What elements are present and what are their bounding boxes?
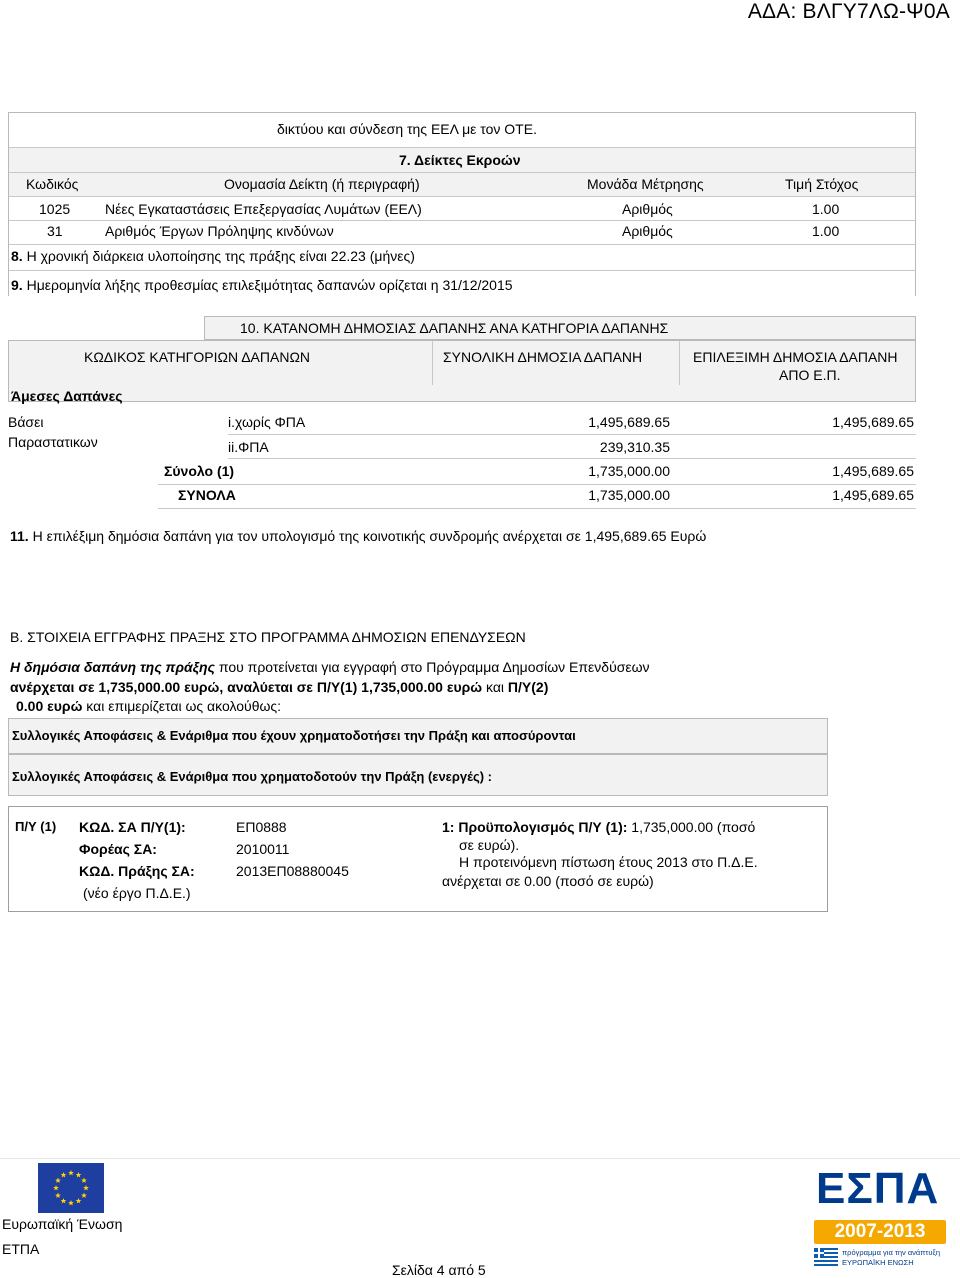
header-name: Ονομασία Δείκτη (ή περιγραφή) <box>224 176 420 192</box>
table-row <box>228 436 916 459</box>
basis-cell <box>8 406 228 454</box>
table-row <box>158 484 916 509</box>
header-unit: Μονάδα Μέτρησης <box>587 176 704 192</box>
section-b-para-3: 0.00 ευρώ και επιμερίζεται ως ακολούθως: <box>16 698 282 714</box>
header-code: Κωδικός <box>26 176 79 192</box>
col-eligible-header: ΕΠΙΛΕΞΙΜΗ ΔΗΜΟΣΙΑ ΔΑΠΑΝΗ <box>693 349 898 365</box>
kod-label: ΚΩΔ. ΣΑ Π/Υ(1): <box>79 819 186 835</box>
espa-logo <box>812 1160 948 1272</box>
duration-row <box>9 245 915 271</box>
r2-label: ii.ΦΠΑ <box>228 439 269 455</box>
table-row <box>9 221 915 245</box>
indicators-title-row <box>9 147 915 173</box>
deadline-row <box>9 271 915 297</box>
table-row <box>158 460 916 485</box>
greek-flag-icon <box>814 1248 838 1266</box>
active-decisions-label: Συλλογικές Αποφάσεις & Ενάριθμα που χρηματοδοτούν την Πράξη (ενεργές) : <box>12 769 493 784</box>
header-target: Τιμή Στόχος <box>785 176 859 192</box>
indicators-table <box>8 112 916 296</box>
active-decisions-box <box>8 754 828 796</box>
footer-divider <box>0 1158 960 1159</box>
basis-line-1: Βάσει <box>8 414 44 430</box>
r2-total: 239,310.35 <box>599 439 670 455</box>
divider <box>432 341 433 385</box>
praxi-value: 2013ΕΠ08880045 <box>236 863 349 879</box>
row-unit: Αριθμός <box>622 223 673 239</box>
allocation-title: 10. ΚΑΤΑΝΟΜΗ ΔΗΜΟΣΙΑΣ ΔΑΠΑΝΗΣ ΑΝΑ ΚΑΤΗΓΟΡΙΑ ΔΑΠΑΝΗΣ <box>240 320 669 336</box>
row-name: Αριθμός Έργων Πρόληψης κινδύνων <box>105 223 334 239</box>
row-code: 1025 <box>39 201 71 217</box>
divider <box>679 341 680 385</box>
kod-value: ΕΠ0888 <box>236 819 287 835</box>
r3-label: Σύνολο (1) <box>164 463 235 479</box>
espa-years: 2007-2013 <box>814 1220 946 1244</box>
section-b-para-1: Η δημόσια δαπάνη της πράξης που προτείνεται για εγγραφή στο Πρόγραμμα Δημοσίων Επενδύσεων <box>10 659 650 675</box>
budget-line-2: σε ευρώ). <box>459 837 520 853</box>
budget-line-3: Η προτεινόμενη πίστωση έτους 2013 στο Π.Δ.Ε. <box>459 854 758 870</box>
r4-total: 1,735,000.00 <box>588 487 670 503</box>
row-name: Νέες Εγκαταστάσεις Επεξεργασίας Λυμάτων (ΕΕΛ) <box>105 201 422 217</box>
espa-org: ΕΥΡΩΠΑΪΚΗ ΕΝΩΣΗ <box>842 1258 914 1267</box>
espa-slogan: πρόγραμμα για την ανάπτυξη <box>842 1248 941 1257</box>
ada-code: ΑΔΑ: ΒΛΓΥ7ΛΩ-Ψ0Α <box>747 0 950 23</box>
col-code-header: ΚΩΔΙΚΟΣ ΚΑΤΗΓΟΡΙΩΝ ΔΑΠΑΝΩΝ <box>84 349 311 365</box>
allocation-header-row <box>8 340 916 402</box>
direct-costs-label: Άμεσες Δαπάνες <box>11 388 123 404</box>
praxi-label: ΚΩΔ. Πράξης ΣΑ: <box>79 863 195 879</box>
row-target: 1.00 <box>812 201 840 217</box>
prev-line-text: δικτύου και σύνδεση της ΕΕΛ με τον ΟΤΕ. <box>277 121 537 137</box>
r4-label: ΣΥΝΟΛΑ <box>178 487 236 503</box>
basis-line-2: Παραστατικων <box>8 434 98 450</box>
col-total-header: ΣΥΝΟΛΙΚΗ ΔΗΜΟΣΙΑ ΔΑΠΑΝΗ <box>443 349 643 365</box>
indicators-header-row <box>9 173 915 197</box>
r1-label: i.χωρίς ΦΠΑ <box>228 414 306 430</box>
budget-box <box>8 806 828 912</box>
section-b-para-2: ανέρχεται σε 1,735,000.00 ευρώ, αναλύεται σε Π/Υ(1) 1,735,000.00 ευρώ και Π/Υ(2) <box>10 679 549 695</box>
row-code: 31 <box>47 223 63 239</box>
duration-text: 8. Η χρονική διάρκεια υλοποίησης της πράξης είναι 22.23 (μήνες) <box>11 248 415 264</box>
row-unit: Αριθμός <box>622 201 673 217</box>
budget-line-1: 1: Προϋπολογισμός Π/Υ (1): 1,735,000.00 (ποσό <box>442 819 756 835</box>
withdrawn-decisions-label: Συλλογικές Αποφάσεις & Ενάριθμα που έχουν χρηματοδοτήσει την Πράξη και αποσύρονται <box>12 728 576 743</box>
withdrawn-decisions-box <box>8 718 828 754</box>
expense-allocation-table <box>8 316 916 508</box>
espa-title: ΕΣΠΑ <box>816 1164 940 1213</box>
erdf-label: ΕΤΠΑ <box>2 1241 40 1257</box>
row-target: 1.00 <box>812 223 840 239</box>
eligible-expense-statement: 11. Η επιλέξιμη δημόσια δαπάνη για τον υπολογισμό της κοινοτικής συνδρομής ανέρχεται σε 1,495,689.65 Ευρώ <box>10 528 707 544</box>
col-eligible-header-2: ΑΠΟ Ε.Π. <box>779 367 841 383</box>
r3-total: 1,735,000.00 <box>588 463 670 479</box>
section-b-title: Β. ΣΤΟΙΧΕΙΑ ΕΓΓΡΑΦΗΣ ΠΡΑΞΗΣ ΣΤΟ ΠΡΟΓΡΑΜΜΑ ΔΗΜΟΣΙΩΝ ΕΠΕΝΔΥΣΕΩΝ <box>10 629 526 645</box>
r1-total: 1,495,689.65 <box>588 414 670 430</box>
table-row <box>228 414 916 435</box>
foreas-value: 2010011 <box>236 841 290 857</box>
deadline-text: 9. Ημερομηνία λήξης προθεσμίας επιλεξιμότητας δαπανών ορίζεται η 31/12/2015 <box>11 277 513 293</box>
budget-line-4: ανέρχεται σε 0.00 (ποσό σε ευρώ) <box>442 873 654 889</box>
foreas-label: Φορέας ΣΑ: <box>79 841 157 857</box>
r1-eligible: 1,495,689.65 <box>832 414 914 430</box>
eu-flag-icon <box>38 1163 104 1213</box>
allocation-title-row <box>204 316 916 340</box>
r3-eligible: 1,495,689.65 <box>832 463 914 479</box>
py-label: Π/Υ (1) <box>15 819 57 834</box>
indicators-title: 7. Δείκτες Εκροών <box>399 152 521 168</box>
page-number: Σελίδα 4 από 5 <box>392 1262 486 1278</box>
eu-label: Ευρωπαϊκή Ένωση <box>2 1216 123 1232</box>
new-project-note: (νέο έργο Π.Δ.Ε.) <box>83 885 191 901</box>
table-row <box>9 197 915 221</box>
r4-eligible: 1,495,689.65 <box>832 487 914 503</box>
